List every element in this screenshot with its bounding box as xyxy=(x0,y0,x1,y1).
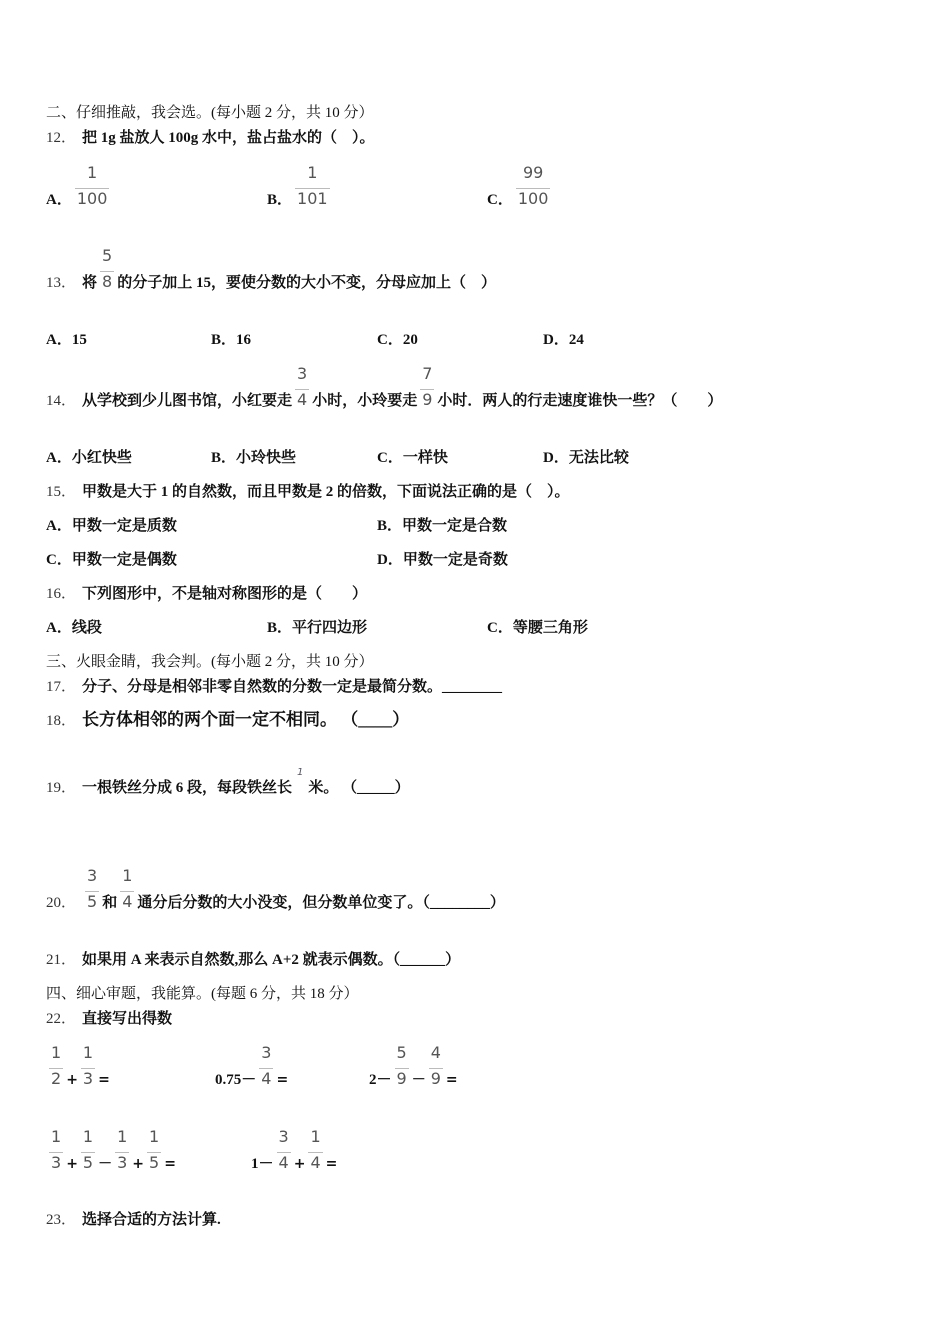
fraction xyxy=(49,1043,63,1088)
label: D． xyxy=(377,552,403,568)
label: B． xyxy=(211,332,237,348)
d1: 9 xyxy=(396,1069,407,1088)
text: 甲数一定是奇数 xyxy=(402,552,508,568)
n2: 4 xyxy=(430,1043,441,1062)
d4: 5 xyxy=(149,1153,160,1172)
fraction xyxy=(295,767,305,799)
text: 一样快 xyxy=(402,450,448,466)
label: B． xyxy=(267,620,293,636)
question-14 xyxy=(46,364,723,410)
fraction xyxy=(115,1127,129,1172)
n2: 1 xyxy=(82,1127,94,1146)
num: 14． xyxy=(46,393,77,409)
fraction xyxy=(85,866,99,911)
n2: 7 xyxy=(422,364,433,383)
question-number: 12． xyxy=(46,130,77,146)
option-b[interactable] xyxy=(211,331,251,349)
text: 线段 xyxy=(71,620,102,636)
text: 小时．两人的行走速度谁快一些？（ ） xyxy=(437,393,723,409)
fraction xyxy=(395,1043,409,1088)
calc-expression-1 xyxy=(46,1043,110,1089)
pre: 2－ xyxy=(369,1072,392,1088)
text: 长方体相邻的两个面一定不相同。 （____） xyxy=(82,710,410,729)
op1: + xyxy=(293,1156,306,1172)
fraction xyxy=(259,1043,273,1088)
d2: 9 xyxy=(430,1069,441,1088)
text: 20 xyxy=(402,332,418,348)
op1: + xyxy=(66,1072,78,1088)
label: D． xyxy=(543,450,569,466)
option-b[interactable] xyxy=(267,163,333,209)
d2: 4 xyxy=(122,892,133,911)
num: 20． xyxy=(46,895,77,911)
n: 1 xyxy=(297,767,304,778)
text: 的分子加上 15，要使分数的大小不变，分母应加上（ ） xyxy=(117,275,496,291)
label: A． xyxy=(46,332,72,348)
num: 23． xyxy=(46,1212,77,1228)
n2: 1 xyxy=(310,1127,321,1146)
n: 1 xyxy=(87,163,98,182)
n1: 3 xyxy=(278,1127,289,1146)
op1: + xyxy=(66,1156,78,1172)
question-21 xyxy=(46,951,460,969)
eq: = xyxy=(445,1072,458,1088)
fraction xyxy=(75,163,110,208)
op2: － xyxy=(98,1156,113,1172)
label: A． xyxy=(46,450,72,466)
fraction xyxy=(100,246,114,291)
label: C． xyxy=(377,332,403,348)
d1: 4 xyxy=(278,1153,289,1172)
text: 甲数一定是合数 xyxy=(402,518,508,534)
section-2-title: 二、仔细推敲，我会选。(每小题 2 分，共 10 分） xyxy=(46,105,374,121)
d1: 4 xyxy=(297,390,308,409)
op3: + xyxy=(132,1156,145,1172)
option-a[interactable] xyxy=(46,517,177,535)
d: 8 xyxy=(102,272,113,291)
mid: 和 xyxy=(102,895,118,911)
text: 米。 （_____） xyxy=(308,780,410,796)
fraction xyxy=(147,1127,161,1172)
eq: = xyxy=(276,1072,289,1088)
text: 分子、分母是相邻非零自然数的分数一定是最简分数。________ xyxy=(82,679,503,695)
fraction xyxy=(420,364,434,409)
text: 平行四边形 xyxy=(292,620,368,636)
d: 101 xyxy=(297,189,328,208)
n1: 3 xyxy=(297,364,308,383)
option-c[interactable] xyxy=(46,551,177,569)
d2: 3 xyxy=(82,1069,94,1088)
fraction xyxy=(295,163,330,208)
option-d[interactable] xyxy=(377,551,508,569)
option-a[interactable] xyxy=(46,163,112,209)
fraction xyxy=(516,163,551,208)
text: 甲数是大于 1 的自然数，而且甲数是 2 的倍数，下面说法正确的是（ ）。 xyxy=(82,484,570,500)
option-c[interactable] xyxy=(377,449,448,467)
section-3-title: 三、火眼金睛，我会判。(每小题 2 分，共 10 分） xyxy=(46,654,374,670)
num: 22． xyxy=(46,1011,77,1027)
text: 直接写出得数 xyxy=(82,1011,173,1027)
n: 99 xyxy=(522,163,544,182)
d1: 3 xyxy=(51,1153,62,1172)
option-b[interactable] xyxy=(211,449,296,467)
label: D． xyxy=(543,332,569,348)
question-17 xyxy=(46,678,502,696)
d2: 5 xyxy=(82,1153,94,1172)
calc-expression-2 xyxy=(215,1043,289,1089)
num: 18． xyxy=(46,713,77,729)
text: 16 xyxy=(236,332,252,348)
text: 如果用 A 来表示自然数,那么 A+2 就表示偶数。（______） xyxy=(82,952,461,968)
question-16 xyxy=(46,585,367,603)
d: 100 xyxy=(76,189,108,208)
calc-expression-3 xyxy=(369,1043,458,1089)
op1: － xyxy=(411,1072,426,1088)
question-19 xyxy=(46,767,410,799)
n1: 5 xyxy=(396,1043,407,1062)
pre: 一根铁丝分成 6 段，每段铁丝长 xyxy=(82,780,293,796)
n2: 1 xyxy=(122,866,133,885)
text: 选择合适的方法计算. xyxy=(82,1212,221,1228)
n1: 1 xyxy=(51,1127,62,1146)
fraction xyxy=(295,364,309,409)
n3: 1 xyxy=(117,1127,128,1146)
question-text: 把 1g 盐放人 100g 水中，盐占盐水的（ ）。 xyxy=(82,130,375,146)
fraction xyxy=(81,1043,95,1088)
question-20 xyxy=(46,866,505,912)
label: A． xyxy=(46,620,72,636)
eq: = xyxy=(98,1072,110,1088)
option-d[interactable] xyxy=(543,331,584,349)
question-13 xyxy=(46,246,496,292)
option-a[interactable] xyxy=(46,331,87,349)
pre: 0.75－ xyxy=(215,1072,257,1088)
option-a[interactable] xyxy=(46,619,102,637)
num: 21． xyxy=(46,952,77,968)
pre: 1－ xyxy=(251,1156,274,1172)
d3: 3 xyxy=(117,1153,128,1172)
text: 小红快些 xyxy=(71,450,132,466)
label: C． xyxy=(377,450,403,466)
question-15 xyxy=(46,483,570,501)
eq: = xyxy=(325,1156,338,1172)
n: 5 xyxy=(102,246,113,265)
label: A． xyxy=(46,192,72,208)
option-b[interactable] xyxy=(377,517,507,535)
d2: 4 xyxy=(310,1153,321,1172)
label: B． xyxy=(211,450,237,466)
fraction xyxy=(49,1127,63,1172)
num: 19． xyxy=(46,780,77,796)
text: 下列图形中，不是轴对称图形的是（ ） xyxy=(82,586,368,602)
pre: 从学校到少儿图书馆，小红要走 xyxy=(82,393,293,409)
label: A． xyxy=(46,518,72,534)
question-18 xyxy=(46,711,409,730)
num: 13． xyxy=(46,275,77,291)
option-c[interactable] xyxy=(377,331,418,349)
calc-expression-4 xyxy=(46,1127,176,1173)
fraction xyxy=(120,866,134,911)
text: 等腰三角形 xyxy=(512,620,588,636)
label: B． xyxy=(267,192,293,208)
d2: 9 xyxy=(422,390,433,409)
label: C． xyxy=(487,192,513,208)
option-d[interactable] xyxy=(543,449,629,467)
text: 小玲快些 xyxy=(236,450,297,466)
n2: 1 xyxy=(82,1043,94,1062)
text: 24 xyxy=(568,332,584,348)
calc-expression-5 xyxy=(251,1127,338,1173)
text: 通分后分数的大小没变，但分数单位变了。（________） xyxy=(137,895,505,911)
option-c[interactable] xyxy=(487,163,553,209)
option-c[interactable] xyxy=(487,619,588,637)
text: 无法比较 xyxy=(568,450,629,466)
fraction xyxy=(277,1127,291,1172)
section-4-title: 四、细心审题，我能算。(每题 6 分，共 18 分） xyxy=(46,986,359,1002)
text: 15 xyxy=(71,332,87,348)
eq: = xyxy=(164,1156,176,1172)
text: 甲数一定是偶数 xyxy=(71,552,177,568)
mid: 小时，小玲要走 xyxy=(312,393,418,409)
question-12 xyxy=(46,129,375,147)
fraction xyxy=(429,1043,443,1088)
option-a[interactable] xyxy=(46,449,132,467)
label: B． xyxy=(377,518,403,534)
question-23 xyxy=(46,1211,221,1229)
n1: 3 xyxy=(261,1043,272,1062)
n1: 1 xyxy=(51,1043,62,1062)
n4: 1 xyxy=(149,1127,160,1146)
d1: 4 xyxy=(261,1069,272,1088)
label: C． xyxy=(487,620,513,636)
option-b[interactable] xyxy=(267,619,367,637)
num: 17． xyxy=(46,679,77,695)
num: 16． xyxy=(46,586,77,602)
d1: 5 xyxy=(87,892,98,911)
text: 甲数一定是质数 xyxy=(71,518,177,534)
num: 15． xyxy=(46,484,77,500)
n1: 3 xyxy=(87,866,98,885)
question-22 xyxy=(46,1010,172,1028)
d1: 2 xyxy=(51,1069,62,1088)
pre: 将 xyxy=(82,275,98,291)
label: C． xyxy=(46,552,72,568)
fraction xyxy=(308,1127,322,1172)
n: 1 xyxy=(307,163,318,182)
fraction xyxy=(81,1127,95,1172)
d: 100 xyxy=(517,189,549,208)
